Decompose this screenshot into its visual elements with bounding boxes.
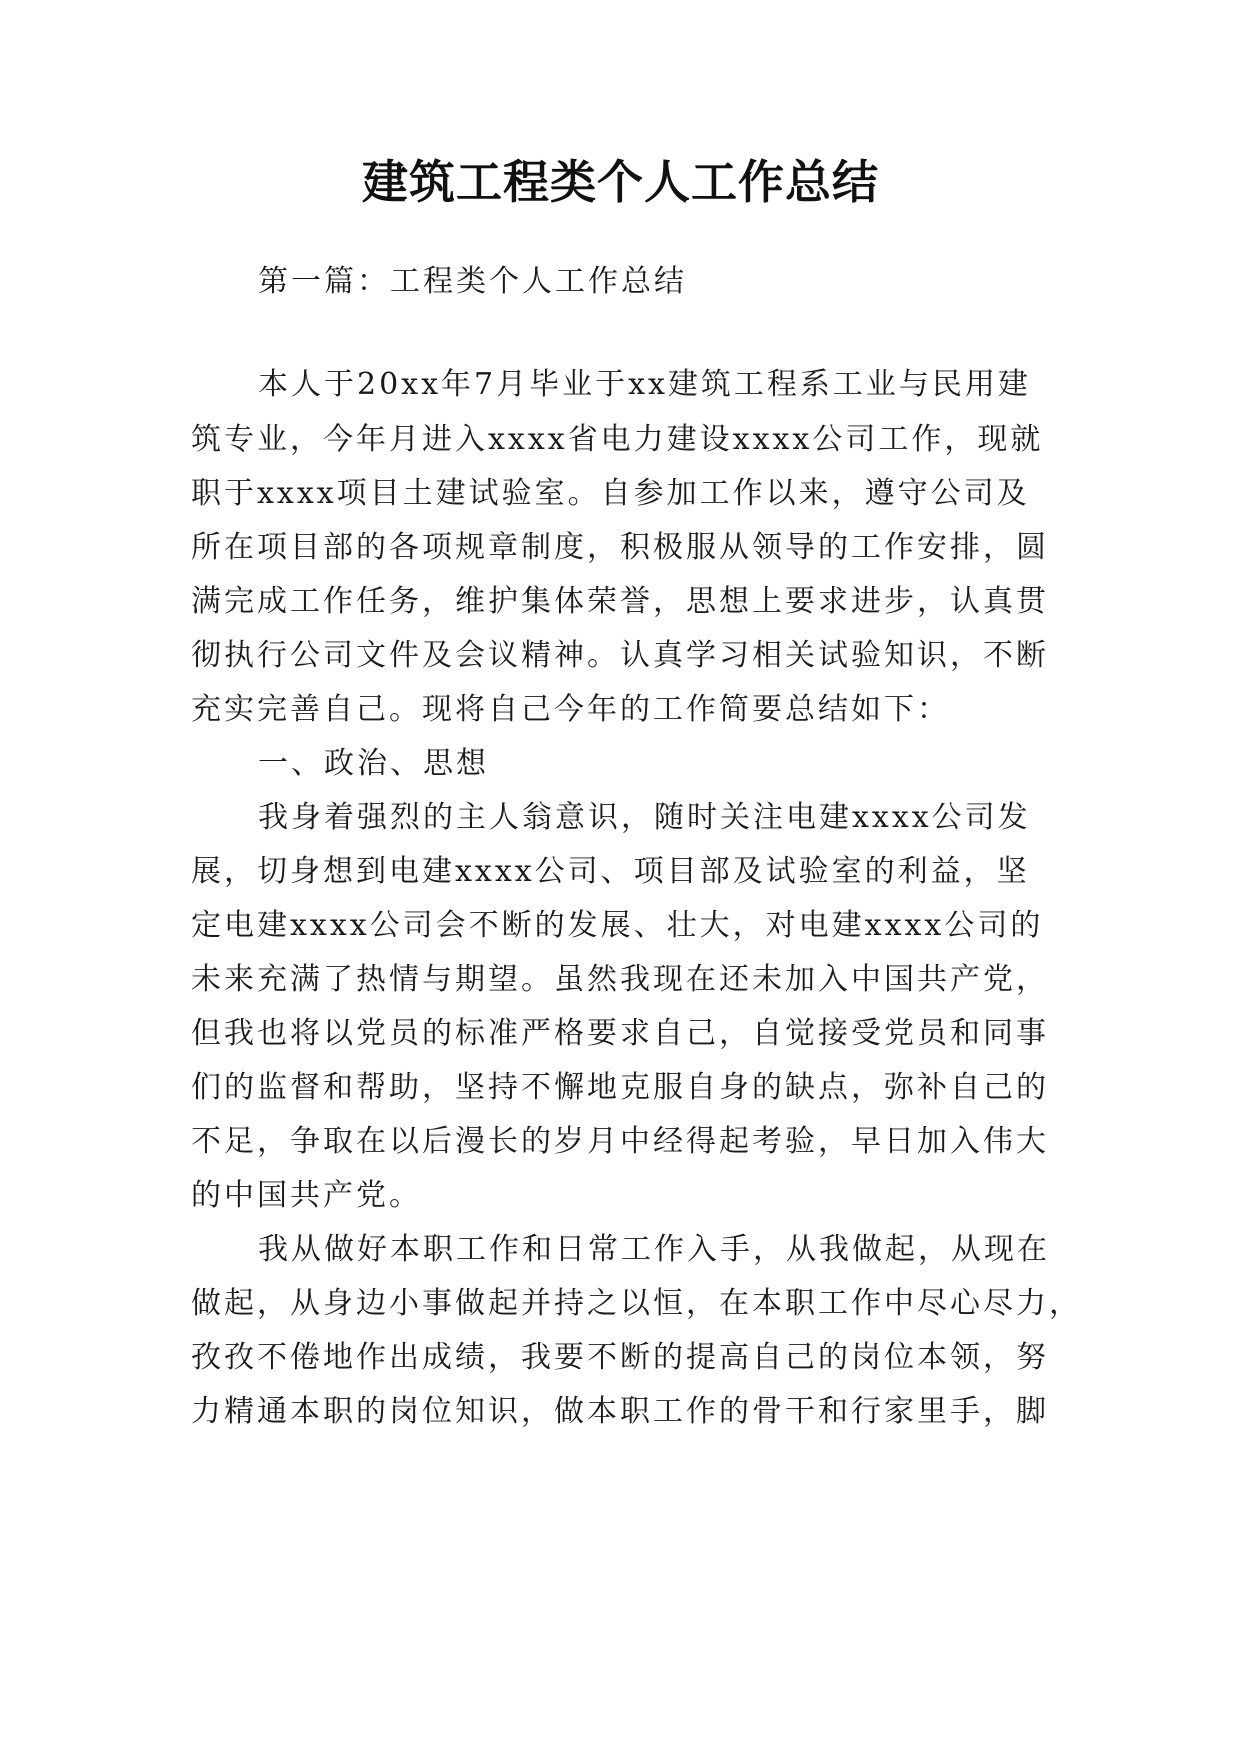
- paragraph-2-line-6: 们的监督和帮助，坚持不懈地克服自身的缺点，弥补自己的: [191, 1070, 1049, 1105]
- paragraph-1-line-2: 筑专业，今年月进入xxxx省电力建设xxxx公司工作，现就: [191, 422, 1044, 457]
- paragraph-3-line-4: 力精通本职的岗位知识，做本职工作的骨干和行家里手，脚: [191, 1394, 1049, 1429]
- paragraph-2-line-1: 我身着强烈的主人翁意识，随时关注电建xxxx公司发: [258, 800, 1031, 835]
- paragraph-1-line-4: 所在项目部的各项规章制度，积极服从领导的工作安排，圆: [191, 530, 1049, 565]
- paragraph-1-line-1: 本人于20xx年7月毕业于xx建筑工程系工业与民用建: [258, 367, 1031, 402]
- document-title: 建筑工程类个人工作总结: [362, 155, 879, 209]
- subheading-politics-thought: 一、政治、思想: [258, 746, 489, 781]
- paragraph-1-line-6: 彻执行公司文件及会议精神。认真学习相关试验知识，不断: [191, 638, 1049, 673]
- paragraph-2-line-2: 展，切身想到电建xxxx公司、项目部及试验室的利益，坚: [191, 854, 1030, 889]
- paragraph-2-line-8: 的中国共产党。: [191, 1178, 422, 1213]
- paragraph-1-line-5: 满完成工作任务，维护集体荣誉，思想上要求进步，认真贯: [191, 584, 1049, 619]
- paragraph-1-line-3: 职于xxxx项目土建试验室。自参加工作以来，遵守公司及: [191, 476, 1030, 511]
- paragraph-2-line-4: 未来充满了热情与期望。虽然我现在还未加入中国共产党，: [191, 962, 1049, 997]
- section-heading: 第一篇：工程类个人工作总结: [258, 264, 687, 299]
- paragraph-3-line-3: 孜孜不倦地作出成绩，我要不断的提高自己的岗位本领，努: [191, 1340, 1049, 1375]
- paragraph-2-line-3: 定电建xxxx公司会不断的发展、壮大，对电建xxxx公司的: [191, 908, 1044, 943]
- paragraph-3-line-2: 做起，从身边小事做起并持之以恒，在本职工作中尽心尽力，: [191, 1286, 1082, 1321]
- paragraph-2-line-7: 不足，争取在以后漫长的岁月中经得起考验，早日加入伟大: [191, 1124, 1049, 1159]
- paragraph-2-line-5: 但我也将以党员的标准严格要求自己，自觉接受党员和同事: [191, 1016, 1049, 1051]
- paragraph-3-line-1: 我从做好本职工作和日常工作入手，从我做起，从现在: [258, 1232, 1050, 1267]
- paragraph-1-line-7: 充实完善自己。现将自己今年的工作简要总结如下：: [191, 692, 950, 727]
